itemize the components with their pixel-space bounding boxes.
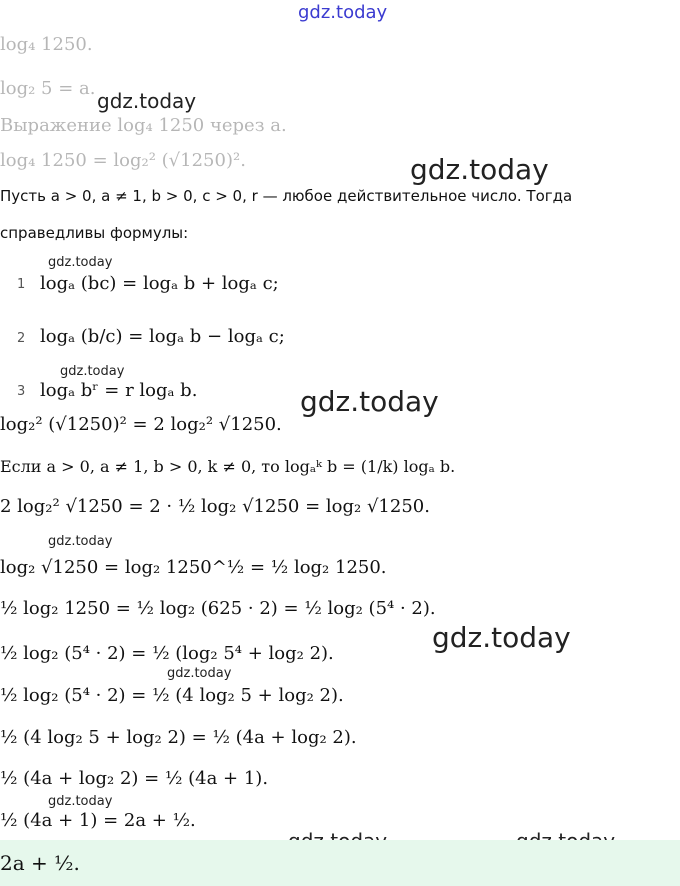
- formula-number: 3: [17, 384, 26, 399]
- watermark: gdz.today: [60, 364, 125, 379]
- solution-step: ½ (4 log₂ 5 + log₂ 2) = ½ (4a + log₂ 2).: [0, 727, 357, 748]
- watermark: gdz.today: [48, 255, 113, 270]
- watermark: gdz.today: [48, 794, 113, 809]
- solution-step: ½ log₂ (5⁴ · 2) = ½ (log₂ 5⁴ + log₂ 2).: [0, 643, 334, 664]
- answer: 2a + ½.: [0, 851, 80, 875]
- watermark: gdz.today: [432, 621, 571, 654]
- watermark: gdz.today: [298, 2, 388, 23]
- watermark: gdz.today: [167, 666, 232, 681]
- watermark: gdz.today: [48, 534, 113, 549]
- given-condition: log₂ 5 = a.: [0, 78, 96, 99]
- formula-number: 1: [17, 277, 26, 292]
- formula-number: 2: [17, 331, 26, 346]
- formula-power-rule: logₐ bʳ = r logₐ b.: [40, 380, 198, 401]
- solution-step: ½ (4a + 1) = 2a + ½.: [0, 810, 196, 831]
- answer-box: [0, 840, 680, 886]
- solution-step: log₂ √1250 = log₂ 1250^½ = ½ log₂ 1250.: [0, 557, 387, 578]
- solution-step: log₂² (√1250)² = 2 log₂² √1250.: [0, 414, 282, 435]
- watermark: gdz.today: [410, 153, 549, 186]
- solution-step: ½ (4a + log₂ 2) = ½ (4a + 1).: [0, 768, 269, 789]
- formula-product-rule: logₐ (bc) = logₐ b + logₐ c;: [40, 273, 279, 294]
- theory-intro-cont: справедливы формулы:: [0, 224, 189, 242]
- task-statement: Выражение log₄ 1250 через a.: [0, 115, 287, 136]
- solution-step: ½ log₂ 1250 = ½ log₂ (625 · 2) = ½ log₂ (5⁴ · 2).: [0, 598, 436, 619]
- watermark: gdz.today: [300, 385, 439, 418]
- solution-step: 2 log₂² √1250 = 2 · ½ log₂ √1250 = log₂ √1250.: [0, 496, 430, 517]
- solution-step: ½ log₂ (5⁴ · 2) = ½ (4 log₂ 5 + log₂ 2).: [0, 685, 344, 706]
- base-power-rule: Если a > 0, a ≠ 1, b > 0, k ≠ 0, то logₐᵏ b = (1/k) logₐ b.: [0, 457, 456, 476]
- watermark: gdz.today: [97, 89, 197, 113]
- task-expression: log₄ 1250.: [0, 34, 93, 55]
- first-transform: log₄ 1250 = log₂² (√1250)².: [0, 150, 246, 171]
- theory-intro: Пусть a > 0, a ≠ 1, b > 0, c > 0, r — любое действительное число. Тогда: [0, 187, 573, 205]
- formula-quotient-rule: logₐ (b/c) = logₐ b − logₐ c;: [40, 326, 285, 347]
